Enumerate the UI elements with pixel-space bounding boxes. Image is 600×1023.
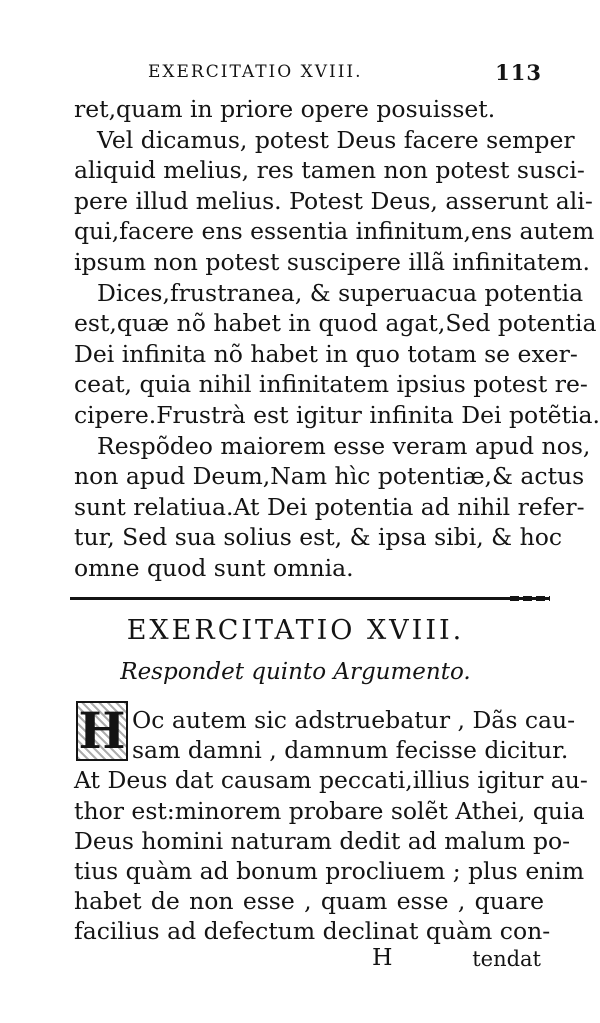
- text-line: habet de non esse , quam esse , quare: [74, 887, 544, 916]
- text-line: At Deus dat causam peccati,illius igitur au-: [74, 766, 588, 795]
- text-line: Dices,frustranea, & superuacua potentia: [97, 278, 584, 307]
- page-number: 113: [495, 60, 542, 85]
- section-heading: EXERCITATIO XVIII.: [126, 615, 465, 646]
- running-title: EXERCITATIO XVIII.: [148, 62, 363, 82]
- text-line: thor est:minorem probare solẽt Athei, quia: [74, 796, 585, 825]
- text-line: sunt relatiua.At Dei potentia ad nihil refer-: [74, 492, 585, 521]
- text-line: cipere.Frustrà est igitur infinita Dei potẽtia.: [74, 401, 600, 429]
- text-line: pere illud melius. Potest Deus, asserunt ali-: [74, 186, 593, 215]
- text-line: non apud Deum,Nam hìc potentiæ,& actus: [74, 462, 585, 491]
- text-line: ipsum non potest suscipere illã infinitatem.: [74, 248, 590, 276]
- text-line: tius quàm ad bonum procliuem ; plus enim: [74, 857, 585, 885]
- catchword: tendat: [472, 947, 541, 971]
- text-line: Deus homini naturam dedit ad malum po-: [74, 826, 571, 855]
- signature-mark: H: [372, 943, 393, 971]
- initial-letter: H: [78, 701, 126, 760]
- section-subtitle: Respondet quinto Argumento.: [120, 659, 471, 685]
- text-line: facilius ad defectum declinat quàm con-: [74, 917, 551, 946]
- section-divider-rule: [70, 597, 550, 600]
- text-line: sam damni , damnum fecisse dicitur.: [132, 736, 569, 765]
- text-line: Dei infinita nõ habet in quo totam se exer-: [74, 339, 578, 368]
- text-line: est,quæ nõ habet in quod agat,Sed potentia: [74, 309, 597, 338]
- decorated-initial: [76, 701, 128, 761]
- text-line: ceat, quia nihil infinitatem ipsius potest re-: [74, 370, 588, 399]
- text-line: Vel dicamus, potest Deus facere semper: [97, 125, 575, 154]
- text-line: Oc autem sic adstruebatur , Dãs cau-: [132, 706, 576, 734]
- text-line: omne quod sunt omnia.: [74, 554, 354, 582]
- text-line: tur, Sed sua solius est, & ipsa sibi, & hoc: [74, 523, 563, 552]
- text-line: qui,facere ens essentia infinitum,ens autem: [74, 217, 595, 246]
- text-line: Respõdeo maiorem esse veram apud nos,: [97, 431, 591, 460]
- text-line: aliquid melius, res tamen non potest susci-: [74, 156, 585, 185]
- running-head: [148, 62, 548, 90]
- text-line: ret,quam in priore opere posuisset.: [74, 95, 496, 123]
